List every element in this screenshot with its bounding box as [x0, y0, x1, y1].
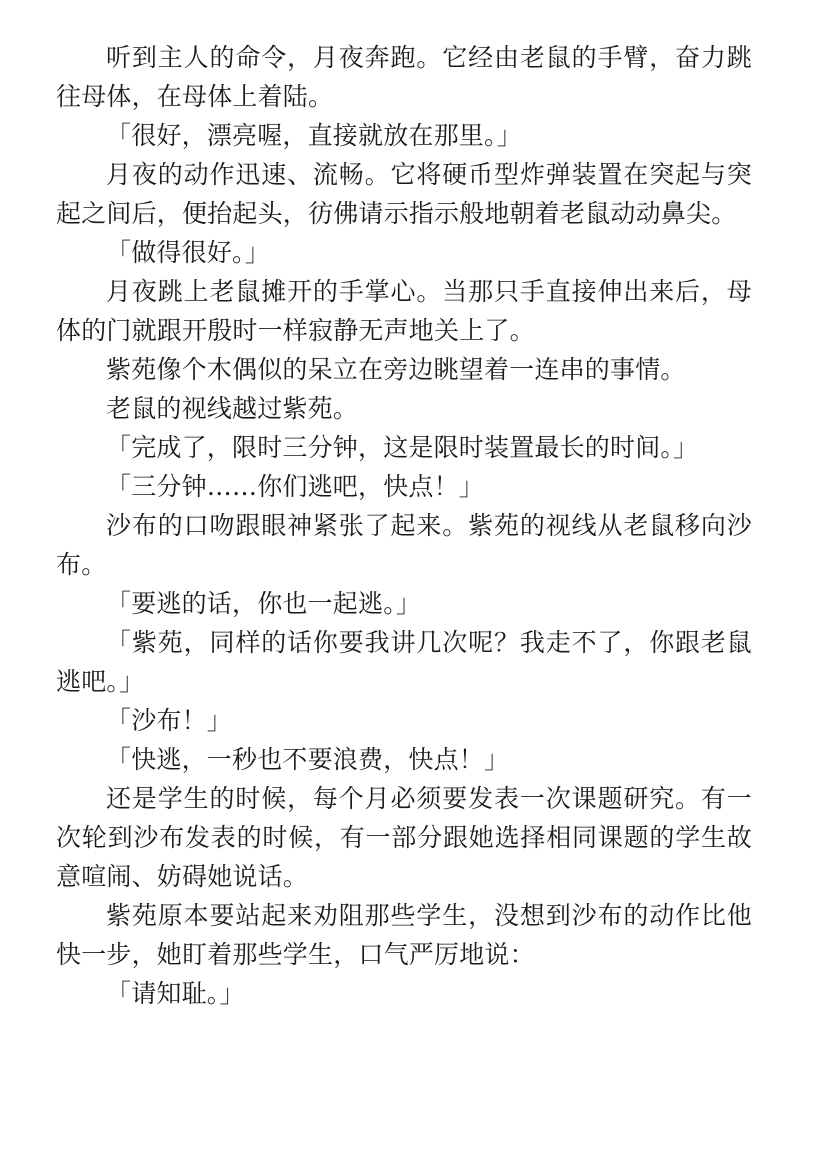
paragraph: 「完成了，限时三分钟，这是限时装置最长的时间。」 — [106, 433, 699, 462]
paragraph: 还是学生的时候，每个月必须要发表一次课题研究。有一次轮到沙布发表的时候，有一部分跟她选择相同课题的学生故意喧闹、妨碍她说话。 — [56, 784, 752, 891]
paragraph: 月夜的动作迅速、流畅。它将硬币型炸弹装置在突起与突起之间后，便抬起头，彷佛请示指示般地朝着老鼠动动鼻尖。 — [56, 160, 752, 228]
paragraph: 「要逃的话，你也一起逃。」 — [106, 589, 422, 618]
paragraph: 听到主人的命令，月夜奔跑。它经由老鼠的手臂，奋力跳往母体，在母体上着陆。 — [56, 43, 752, 111]
paragraph: 紫苑原本要站起来劝阻那些学生，没想到沙布的动作比他快一步，她盯着那些学生，口气严厉地说： — [56, 901, 752, 969]
paragraph: 「三分钟……你们逃吧，快点！」 — [106, 472, 485, 501]
paragraph: 月夜跳上老鼠摊开的手掌心。当那只手直接伸出来后，母体的门就跟开殷时一样寂静无声地关上了。 — [56, 277, 752, 345]
paragraph: 「快逃，一秒也不要浪费，快点！」 — [106, 745, 510, 774]
paragraph: 「紫苑，同样的话你要我讲几次呢？我走不了，你跟老鼠逃吧。」 — [56, 628, 752, 696]
paragraph: 「请知耻。」 — [106, 979, 245, 1008]
paragraph: 「做得很好。」 — [106, 238, 270, 267]
paragraph: 「很好，漂亮喔，直接就放在那里。」 — [106, 121, 522, 150]
document-page — [56, 38, 752, 1013]
paragraph: 紫苑像个木偶似的呆立在旁边眺望着一连串的事情。 — [106, 355, 686, 384]
paragraph: 「沙布！」 — [106, 706, 233, 735]
paragraph: 沙布的口吻跟眼神紧张了起来。紫苑的视线从老鼠移向沙布。 — [56, 511, 752, 579]
paragraph: 老鼠的视线越过紫苑。 — [106, 394, 359, 423]
